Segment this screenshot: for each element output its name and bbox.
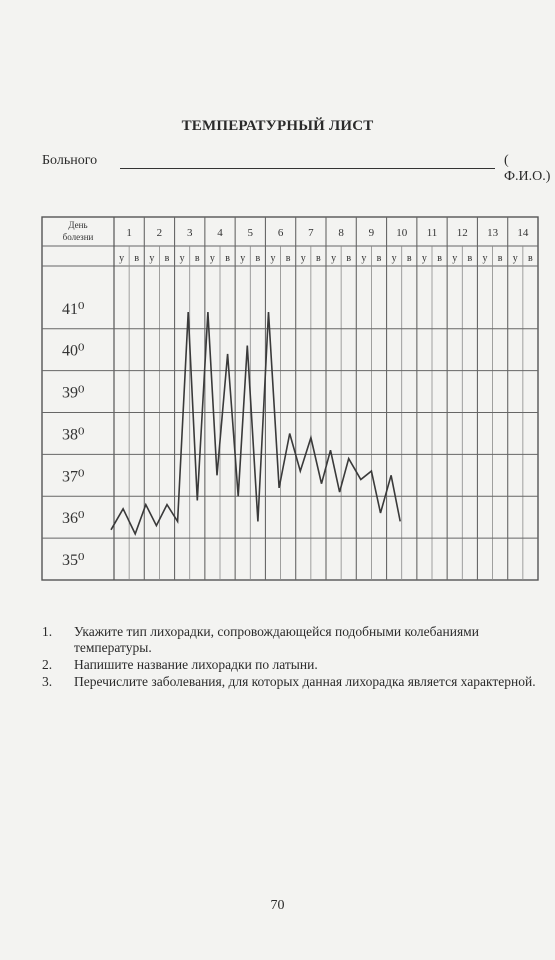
time-of-day-label: в — [376, 253, 382, 264]
question-text: Укажите тип лихорадки, сопровождающейся подобными колебаниями температуры. — [74, 624, 479, 655]
time-of-day-label: в — [255, 253, 261, 264]
time-of-day-label: у — [361, 253, 367, 264]
day-label: 2 — [156, 227, 163, 239]
time-of-day-label: у — [240, 253, 246, 264]
question-number: 3. — [42, 674, 53, 689]
time-of-day-label: у — [270, 253, 276, 264]
time-of-day-label: в — [467, 253, 473, 264]
time-of-day-label: в — [346, 253, 352, 264]
time-of-day-label: у — [452, 253, 458, 264]
day-label: 12 — [456, 227, 468, 239]
time-of-day-label: у — [331, 253, 337, 264]
question-item — [42, 657, 547, 673]
day-label: 10 — [396, 227, 408, 239]
time-of-day-label: в — [316, 253, 321, 264]
corner-label-day: День — [68, 220, 88, 230]
patient-fio-label: ( Ф.И.О.) — [504, 153, 551, 184]
time-of-day-label: у — [482, 253, 488, 264]
time-of-day-label: в — [194, 253, 200, 264]
y-tick-label: 37⁰ — [62, 468, 85, 486]
time-of-day-label: в — [497, 253, 503, 264]
question-text: Напишите название лихорадки по латыни. — [74, 657, 318, 672]
chart-frame — [42, 217, 538, 580]
day-label: 4 — [217, 227, 223, 239]
time-of-day-label: в — [437, 253, 442, 264]
y-tick-label: 35⁰ — [62, 552, 85, 570]
time-of-day-label: в — [164, 253, 170, 264]
time-of-day-label: у — [209, 253, 215, 264]
page-title: ТЕМПЕРАТУРНЫЙ ЛИСТ — [181, 118, 374, 134]
time-of-day-label: в — [134, 253, 140, 264]
time-of-day-label: в — [285, 253, 291, 264]
time-of-day-label: в — [225, 253, 230, 264]
y-tick-label: 40⁰ — [62, 342, 85, 360]
time-of-day-label: у — [149, 253, 155, 264]
day-label: 8 — [338, 227, 344, 239]
day-label: 7 — [308, 227, 314, 239]
question-number: 1. — [42, 624, 53, 639]
time-of-day-label: у — [179, 253, 185, 264]
question-item — [42, 624, 547, 656]
day-label: 14 — [517, 227, 529, 239]
time-of-day-label: в — [406, 253, 412, 264]
y-tick-label: 41⁰ — [62, 300, 85, 318]
question-list — [42, 624, 547, 691]
y-tick-label: 38⁰ — [62, 426, 85, 444]
y-tick-label: 39⁰ — [62, 384, 85, 402]
patient-label: Больного — [42, 153, 98, 168]
day-label: 13 — [487, 227, 499, 239]
day-label: 3 — [186, 227, 193, 239]
time-of-day-label: у — [421, 253, 427, 264]
time-of-day-label: у — [512, 253, 518, 264]
day-label: 1 — [126, 227, 132, 239]
question-item — [42, 674, 547, 690]
time-of-day-label: у — [119, 253, 125, 264]
day-label: 5 — [247, 227, 254, 239]
corner-label-illness: болезни — [62, 232, 94, 242]
time-of-day-label: у — [391, 253, 397, 264]
page-number: 70 — [270, 898, 285, 913]
question-number: 2. — [42, 657, 53, 672]
day-label: 9 — [368, 227, 375, 239]
time-of-day-label: у — [300, 253, 306, 264]
day-label: 6 — [277, 227, 284, 239]
day-label: 11 — [426, 227, 438, 239]
question-text: Перечислите заболевания, для которых данная лихорадка является характерной. — [74, 674, 536, 689]
y-tick-label: 36⁰ — [62, 510, 85, 528]
time-of-day-label: в — [528, 253, 533, 264]
